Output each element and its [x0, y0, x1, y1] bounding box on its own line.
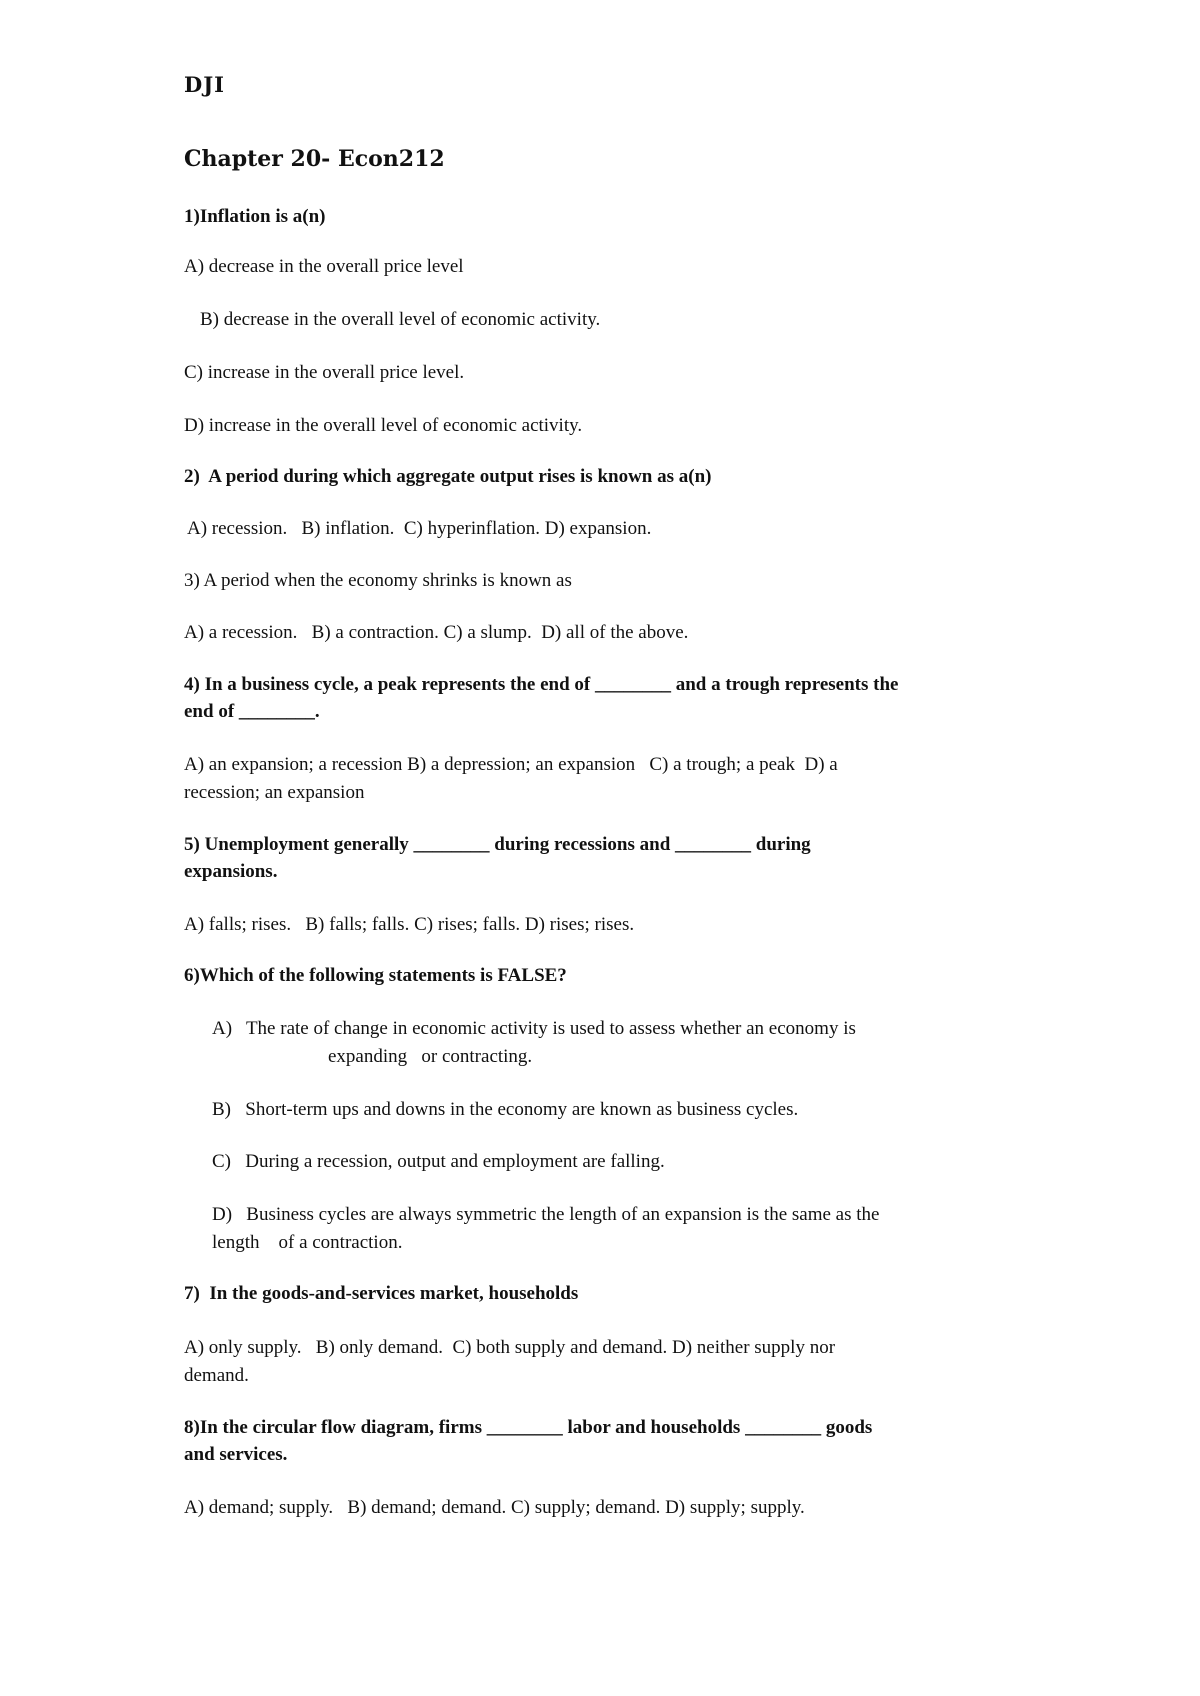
- question-8-options: A) demand; supply. B) demand; demand. C) supply; demand. D) supply; supply.: [184, 1497, 805, 1518]
- question-1-option-d: D) increase in the overall level of economic activity.: [184, 415, 583, 436]
- question-2-options: A) recession. B) inflation. C) hyperinflation. D) expansion.: [187, 518, 652, 539]
- question-2-stem: 2) A period during which aggregate output rises is known as a(n): [184, 466, 712, 487]
- question-8-stem-line-1: 8)In the circular flow diagram, firms ________ labor and households ________ goods: [184, 1417, 873, 1438]
- question-5-stem-line-2: expansions.: [184, 861, 278, 882]
- question-4-options-line-1: A) an expansion; a recession B) a depression; an expansion C) a trough; a peak D) a: [184, 754, 838, 775]
- question-1-option-b: B) decrease in the overall level of economic activity.: [200, 309, 601, 330]
- question-6-option-a-line-1: A) The rate of change in economic activity is used to assess whether an economy is: [212, 1018, 856, 1039]
- question-6-option-d-line-1: D) Business cycles are always symmetric the length of an expansion is the same as the: [212, 1204, 880, 1225]
- question-4-options-line-2: recession; an expansion: [184, 782, 365, 803]
- question-1-option-c: C) increase in the overall price level.: [184, 362, 465, 383]
- page-title: Chapter 20- Econ212: [184, 146, 445, 172]
- question-7-options-line-1: A) only supply. B) only demand. C) both supply and demand. D) neither supply nor: [184, 1337, 836, 1358]
- question-6-option-d-line-2: length of a contraction.: [212, 1232, 403, 1253]
- question-3-stem: 3) A period when the economy shrinks is known as: [184, 570, 572, 591]
- question-5-stem-line-1: 5) Unemployment generally ________ during recessions and ________ during: [184, 834, 811, 855]
- question-7-stem: 7) In the goods-and-services market, households: [184, 1283, 579, 1304]
- question-3-options: A) a recession. B) a contraction. C) a slump. D) all of the above.: [184, 622, 689, 643]
- question-4-stem-line-2: end of ________.: [184, 701, 320, 722]
- question-4-stem-line-1: 4) In a business cycle, a peak represents the end of ________ and a trough represents the: [184, 674, 899, 695]
- question-7-options-line-2: demand.: [184, 1365, 249, 1386]
- question-6-option-b: B) Short-term ups and downs in the economy are known as business cycles.: [212, 1099, 799, 1120]
- question-6-option-a-line-2: expanding or contracting.: [328, 1046, 533, 1067]
- question-8-stem-line-2: and services.: [184, 1444, 288, 1465]
- question-6-option-c: C) During a recession, output and employment are falling.: [212, 1151, 665, 1172]
- question-5-options: A) falls; rises. B) falls; falls. C) rises; falls. D) rises; rises.: [184, 914, 635, 935]
- header-initials: DJI: [184, 72, 225, 97]
- question-1-option-a: A) decrease in the overall price level: [184, 256, 464, 277]
- question-6-stem: 6)Which of the following statements is FALSE?: [184, 965, 567, 986]
- question-1-stem: 1)Inflation is a(n): [184, 206, 326, 227]
